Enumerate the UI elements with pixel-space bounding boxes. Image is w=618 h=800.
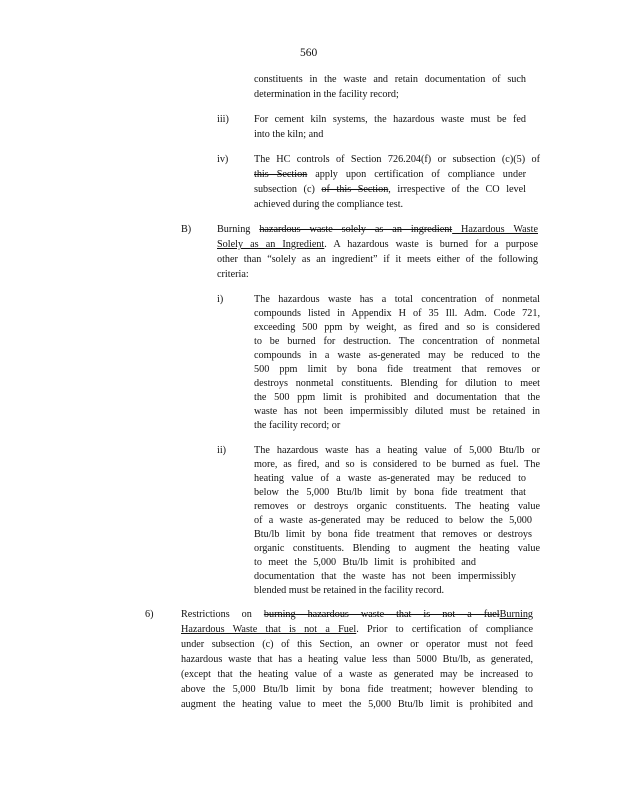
intro-line-2: determination in the facility record; <box>254 89 399 100</box>
inserted-text: Hazardous Waste <box>452 224 538 235</box>
deleted-text: this Section <box>254 169 308 180</box>
intro-line-1: constituents in the waste and retain documentation of such <box>254 74 526 85</box>
section-6-line-6: above the 5,000 Btu/lb limit by bona fide treatment; however blending to <box>181 684 533 695</box>
item-b-i-line-8: the 500 ppm limit is prohibited and documentation that the <box>254 392 540 403</box>
item-b-ii-line-8: organic constituents. Blending to augment the heating value <box>254 543 540 554</box>
page-number: 560 <box>300 47 318 59</box>
section-6-line-4: hazardous waste that has a heating value less than 5000 Btu/lb, as generated, <box>181 654 533 665</box>
item-iii-label: iii) <box>217 114 229 125</box>
item-b-i-line-3: exceeding 500 ppm by weight, as fired and so is considered <box>254 322 540 333</box>
item-iv-line-4: achieved during the compliance test. <box>254 199 404 210</box>
item-b-i-line-2: compounds listed in Appendix H of 35 Ill. Adm. Code 721, <box>254 308 540 319</box>
deleted-text: burning hazardous waste that is not a fuel <box>263 609 500 620</box>
item-b-ii-line-6: of a waste as-generated may be reduced to below the 5,000 <box>254 515 532 526</box>
item-b-i-line-5: compounds in a waste as-generated may be reduced to the <box>254 350 540 361</box>
section-6-line-5: (except that the heating value of a waste as generated may be increased to <box>181 669 533 680</box>
item-iv-line-3: subsection (c) of this Section, irrespective of the CO level <box>254 184 526 195</box>
item-b-line-2: Solely as an Ingredient. A hazardous waste is burned for a purpose <box>217 239 538 250</box>
item-b-ii-line-11: blended must be retained in the facility record. <box>254 585 445 596</box>
item-b-ii-line-10: documentation that the waste has not been impermissibly <box>254 571 516 582</box>
item-iv-label: iv) <box>217 154 229 165</box>
item-iv-line-1: The HC controls of Section 726.204(f) or subsection (c)(5) of <box>254 154 540 165</box>
item-b-i-line-10: the facility record; or <box>254 420 341 431</box>
item-iii-line-1: For cement kiln systems, the hazardous waste must be fed <box>254 114 526 125</box>
item-b-line-3: other than “solely as an ingredient” if it meets either of the following <box>217 254 538 265</box>
item-b-ii-line-3: heating value of a waste as-generated may be reduced to <box>254 473 526 484</box>
item-iii-line-2: into the kiln; and <box>254 129 324 140</box>
item-b-ii-line-4: below the 5,000 Btu/lb limit by bona fide treatment that <box>254 487 526 498</box>
item-b-ii-line-7: Btu/lb limit by bona fide treatment that removes or destroys <box>254 529 532 540</box>
item-b-ii-line-2: more, as fired, and so is considered to be burned as fuel. The <box>254 459 540 470</box>
deleted-text: hazardous waste solely as an ingredient <box>259 224 453 235</box>
deleted-text: of this Section <box>321 184 389 195</box>
section-6-label: 6) <box>145 609 154 620</box>
item-b-ii-line-5: removes or destroys organic constituents. The heating value <box>254 501 540 512</box>
section-6-line-1: Restrictions on burning hazardous waste that is not a fuelBurning <box>181 609 534 620</box>
inserted-text: Solely as an Ingredient <box>217 239 325 250</box>
item-b-line-4: criteria: <box>217 269 249 280</box>
item-iv-line-2: this Section apply upon certification of compliance under <box>254 169 526 180</box>
section-6-line-7: augment the heating value to meet the 5,000 Btu/lb limit is prohibited and <box>181 699 533 710</box>
inserted-text: Burning <box>499 609 534 620</box>
item-b-ii-label: ii) <box>217 445 227 456</box>
item-b-ii-line-1: The hazardous waste has a heating value of 5,000 Btu/lb or <box>254 445 540 456</box>
item-b-i-line-1: The hazardous waste has a total concentration of nonmetal <box>254 294 540 305</box>
item-b-i-label: i) <box>217 294 224 305</box>
item-b-i-line-9: waste has not been impermissibly diluted must be retained in <box>254 406 540 417</box>
section-6-line-2: Hazardous Waste that is not a Fuel. Prior to certification of compliance <box>181 624 533 635</box>
item-b-i-line-6: 500 ppm limit by bona fide treatment that removes or <box>254 364 540 375</box>
section-6-line-3: under subsection (c) of this Section, an owner or operator must not feed <box>181 639 533 650</box>
item-b-line-1: Burning hazardous waste solely as an ingredient Hazardous Waste <box>217 224 538 235</box>
item-b-i-line-7: destroys nonmetal constituents. Blending for dilution to meet <box>254 378 540 389</box>
item-b-i-line-4: to be burned for destruction. The concentration of nonmetal <box>254 336 540 347</box>
inserted-text: Hazardous Waste that is not a Fuel <box>181 624 357 635</box>
item-b-label: B) <box>181 224 192 235</box>
item-b-ii-line-9: to meet the 5,000 Btu/lb limit is prohibited and <box>254 557 476 568</box>
